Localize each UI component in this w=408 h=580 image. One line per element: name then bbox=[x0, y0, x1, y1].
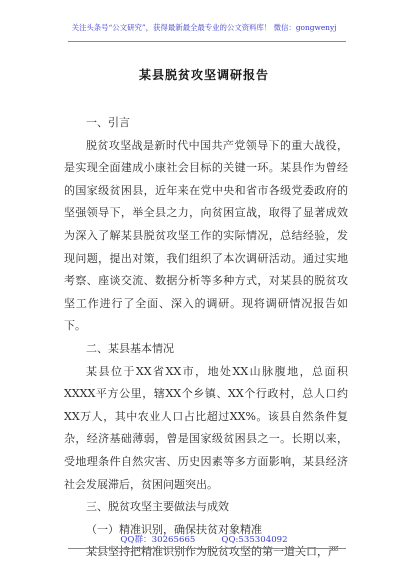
section-heading-practices: 三、脱贫攻坚主要做法与成效 bbox=[86, 500, 229, 514]
section-heading-introduction: 一、引言 bbox=[86, 116, 130, 129]
footer-qq-number: QQ:535304092 bbox=[221, 535, 288, 545]
header-divider bbox=[68, 41, 346, 42]
section-heading-basic-info: 二、某县基本情况 bbox=[86, 341, 174, 355]
document-title: 某县脱贫攻坚调研报告 bbox=[138, 68, 269, 82]
document-body bbox=[64, 112, 348, 564]
footer-divider bbox=[68, 548, 346, 549]
footer-contact bbox=[0, 533, 408, 545]
header-banner: 关注头条号“公文研究”，获得最新最全最专业的公文资料库！ 微信：gongwenyj bbox=[71, 23, 337, 32]
paragraph-basic-info: 某县位于XX省XX市，地处XX山脉腹地，总面积XXXX平方公里，辖XX个乡镇、XX个行政村，总人口约XX万人，其中农业人口占比超过XX%。该县自然条件复杂，经济基础薄弱，曾是国家级贫困县之一。长期以来，受地理条件自然灾害、历史因素等多方面影响，某县经济社会发展滞后，贫困问题突出。 bbox=[64, 364, 348, 491]
subsection-heading-precise-identification: （一）精准识别，确保扶贫对象精准 bbox=[86, 522, 262, 536]
paragraph-introduction: 脱贫攻坚战是新时代中国共产党领导下的重大战役，是实现全面建成小康社会目标的关键一环。某县作为曾经的国家级贫困县，近年来在党中央和省市各级党委政府的坚强领导下，举全县之力，向贫困宣战，取得了显著成效为深入了解某县脱贫攻坚工作的实际情况，总结经验，发现问题，提出对策，我们组织了本次调研活动。通过实地考察、座谈交流、数据分析等多种方式，对某县的脱贫攻坚工作进行了全面、深入的调研。现将调研情况报告如下。 bbox=[64, 138, 348, 333]
paragraph-precise-identification: 某县坚持把精准识别作为脱贫攻坚的第一道关口，严 bbox=[86, 545, 339, 559]
footer-qq-group: QQ群：30265665 bbox=[120, 535, 196, 545]
